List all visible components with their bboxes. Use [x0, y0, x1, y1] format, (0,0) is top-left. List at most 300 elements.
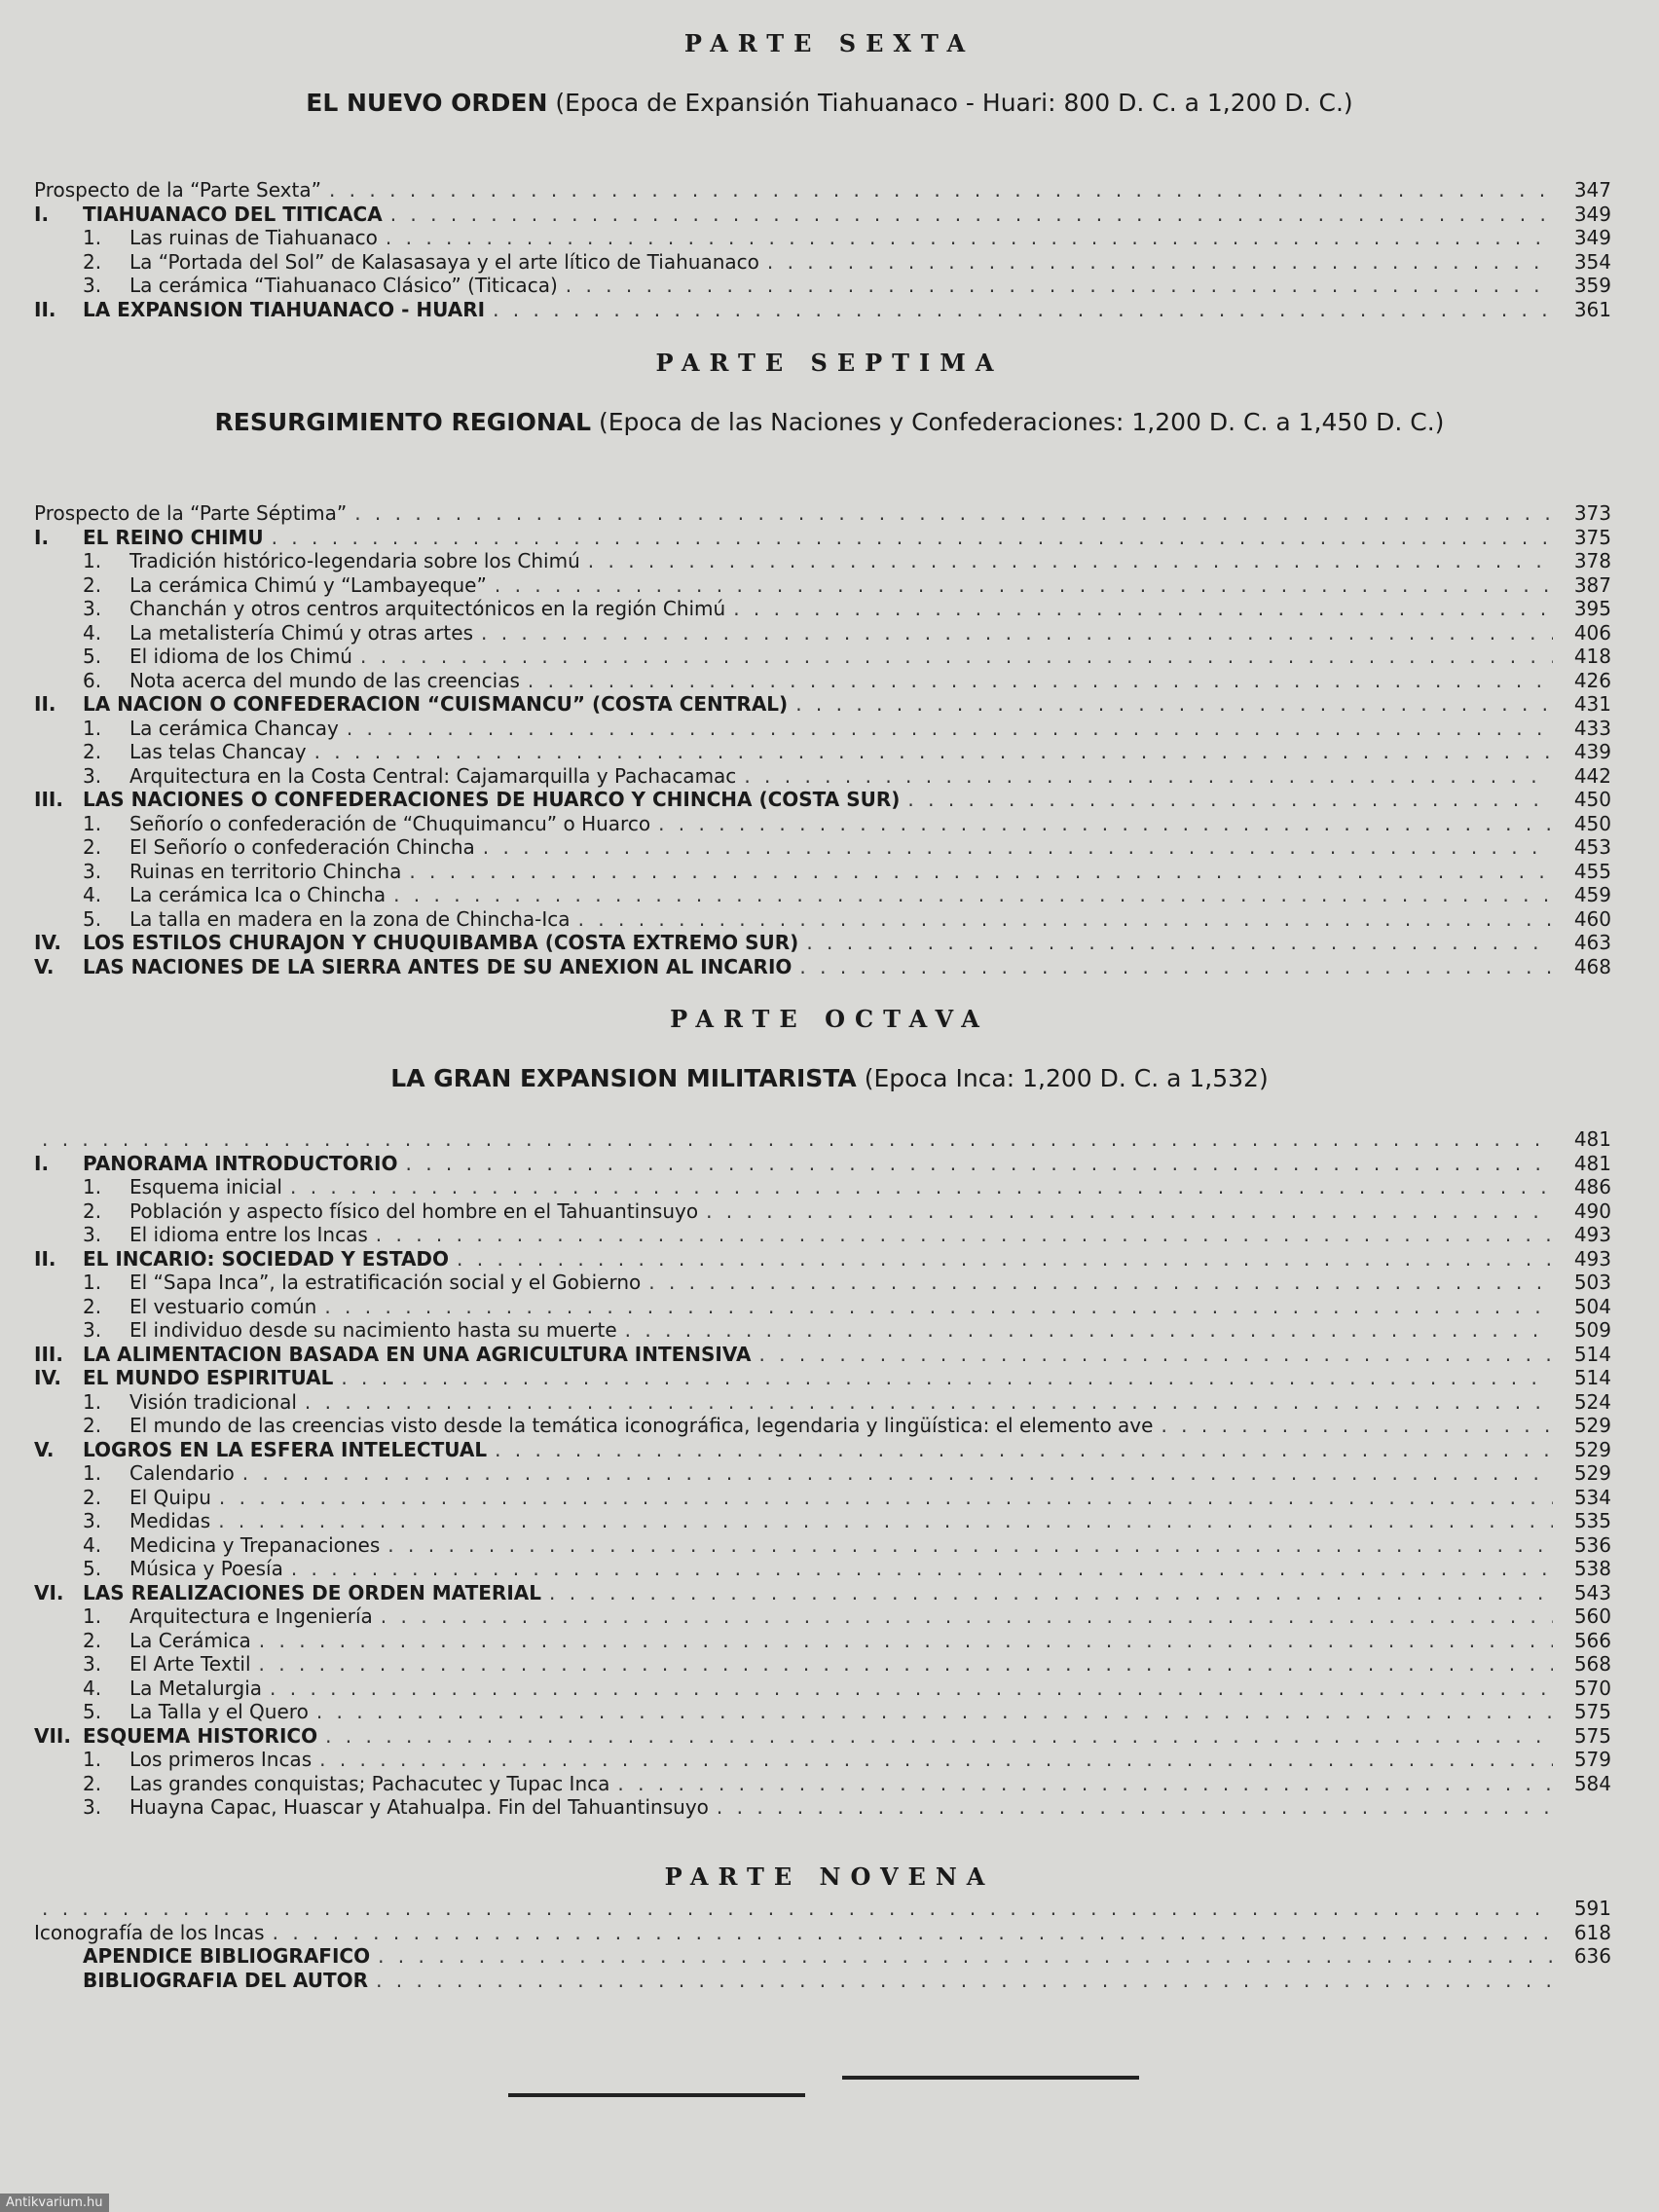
toc-entry-title: EL MUNDO ESPIRITUAL [83, 1366, 334, 1389]
toc-entry-number: II. [34, 692, 56, 716]
toc-entry-number: 5. [83, 1557, 102, 1580]
toc-entry [34, 931, 1611, 955]
toc-entry-number: 1. [83, 549, 102, 572]
toc-entry-number: 2. [83, 1414, 102, 1437]
leader-dots [354, 501, 1553, 526]
toc-entry-number: 4. [83, 620, 102, 645]
toc-entry-number: 5. [83, 645, 102, 668]
toc-entry [34, 250, 1611, 275]
toc-entry [34, 717, 1611, 741]
toc-entry-page: 431 [1573, 692, 1611, 716]
toc-entry [34, 1175, 1611, 1199]
leader-dots [588, 549, 1553, 573]
toc-entry-title: Medidas [129, 1509, 211, 1532]
toc-entry-title: Visión tradicional [129, 1389, 297, 1414]
leader-dots [733, 597, 1553, 621]
toc-entry-number: III. [34, 788, 63, 811]
leader-dots [617, 1772, 1553, 1796]
toc-entry [34, 1581, 1611, 1605]
toc-entry-title: La cerámica Ica o Chincha [129, 883, 387, 906]
toc-entry-number: IV. [34, 1366, 61, 1389]
toc-entry-title: La cerámica “Tiahuanaco Clásico” (Titicaca) [129, 274, 558, 297]
toc-entry-number: 2. [83, 249, 102, 274]
part-octava-heading [0, 1005, 1659, 1092]
leader-dots [566, 274, 1553, 298]
toc-entry-page: 349 [1573, 202, 1611, 226]
toc-entry-number: 2. [83, 1485, 102, 1509]
toc-entry-title: Las ruinas de Tiahuanaco [129, 226, 378, 249]
toc-entry-page: 450 [1573, 811, 1611, 835]
toc-entry [34, 1700, 1611, 1724]
leader-dots [387, 1533, 1553, 1558]
leader-dots [376, 1223, 1553, 1247]
leader-dots [259, 1629, 1553, 1653]
leader-dots [270, 1677, 1553, 1701]
toc-entry-title: LA NACION O CONFEDERACION “CUISMANCU” (COSTA CENTRAL) [83, 692, 789, 716]
toc-entry-number: VI. [34, 1580, 64, 1604]
toc-entry [34, 1127, 1611, 1152]
leader-dots [272, 526, 1553, 550]
toc-entry-title: Música y Poesía [129, 1557, 283, 1580]
toc-entry-number: V. [34, 1437, 55, 1461]
leader-dots [329, 178, 1553, 203]
toc-entry [34, 1247, 1611, 1272]
leader-dots [314, 740, 1553, 764]
toc-entry-page: 468 [1573, 954, 1611, 978]
toc-entry-number: 5. [83, 1700, 102, 1723]
toc-entry [34, 1295, 1611, 1319]
toc-entry-title: Medicina y Trepanaciones [129, 1532, 381, 1557]
toc-entry-number: 1. [83, 1748, 102, 1771]
toc-entry-page: 486 [1573, 1175, 1611, 1198]
toc-entry-page: 442 [1573, 763, 1611, 788]
toc-entry-page: 359 [1573, 274, 1611, 297]
toc-entry-number: 4. [83, 1676, 102, 1700]
part-title: RESURGIMIENTO REGIONAL (Epoca de las Naciones y Confederaciones: 1,200 D. C. a 1,450 D. C.) [214, 408, 1445, 436]
toc-entry-page: 406 [1573, 620, 1611, 645]
toc-section-sexta [34, 178, 1611, 321]
toc-entry-title: El Señorío o confederación Chincha [129, 835, 475, 859]
toc-entry-number: III. [34, 1342, 63, 1366]
closing-rule-left [508, 2093, 805, 2097]
leader-dots [483, 835, 1553, 860]
toc-entry [34, 1969, 1611, 1993]
toc-entry-title: LAS NACIONES O CONFEDERACIONES DE HUARCO Y CHINCHA (COSTA SUR) [83, 788, 901, 811]
toc-entry-title: La Cerámica [129, 1628, 251, 1652]
toc-entry-number: 1. [83, 1389, 102, 1414]
toc-entry-number: 3. [83, 1318, 102, 1342]
toc-entry [34, 1629, 1611, 1653]
toc-entry-number: 1. [83, 1604, 102, 1628]
toc-entry-page: 534 [1573, 1485, 1611, 1509]
toc-entry-page: 579 [1573, 1748, 1611, 1771]
toc-entry-title: Calendario [129, 1461, 235, 1485]
leader-dots [806, 931, 1553, 955]
part-novena-heading [0, 1862, 1659, 1891]
leader-dots [658, 812, 1553, 836]
toc-entry-title: LAS NACIONES DE LA SIERRA ANTES DE SU ANEXION AL INCARIO [83, 954, 793, 978]
toc-entry [34, 692, 1611, 717]
leader-dots [744, 764, 1553, 789]
toc-entry-page: 395 [1573, 597, 1611, 620]
toc-entry-number: 1. [83, 1461, 102, 1485]
toc-entry-number: 3. [83, 1509, 102, 1532]
leader-dots [907, 788, 1553, 812]
toc-entry-page: 504 [1573, 1294, 1611, 1318]
toc-entry-page: 543 [1573, 1580, 1611, 1604]
leader-dots [360, 645, 1553, 669]
leader-dots [325, 1724, 1553, 1749]
toc-entry-title: ESQUEMA HISTORICO [83, 1723, 318, 1748]
toc-entry-number: 3. [83, 597, 102, 620]
toc-entry-number: 5. [83, 906, 102, 931]
leader-dots [706, 1199, 1553, 1224]
leader-dots [218, 1509, 1553, 1533]
toc-entry [34, 1390, 1611, 1415]
leader-dots [219, 1486, 1553, 1510]
leader-dots [242, 1461, 1553, 1486]
toc-entry-title: Arquitectura en la Costa Central: Cajamarquilla y Pachacamac [129, 763, 737, 788]
toc-entry-title: La metalistería Chimú y otras artes [129, 620, 473, 645]
toc-entry-page: 361 [1573, 297, 1611, 321]
toc-entry-title: APENDICE BIBLIOGRAFICO [83, 1944, 371, 1968]
leader-dots [319, 1748, 1553, 1772]
leader-dots [386, 226, 1553, 250]
toc-entry-title: La Metalurgia [129, 1676, 263, 1700]
leader-dots [409, 860, 1553, 884]
leader-dots [648, 1271, 1553, 1295]
part-label: PARTE NOVENA [664, 1862, 995, 1891]
toc-entry-page: 453 [1573, 835, 1611, 859]
leader-dots [341, 1366, 1553, 1390]
toc-entry [34, 669, 1611, 693]
toc-entry [34, 549, 1611, 573]
leader-dots [290, 1175, 1553, 1199]
leader-dots [625, 1318, 1553, 1343]
toc-entry-number: 4. [83, 1532, 102, 1557]
toc-entry-page: 570 [1573, 1676, 1611, 1700]
toc-entry-page: 426 [1573, 668, 1611, 692]
toc-entry [34, 1897, 1611, 1921]
toc-entry-title: Ruinas en territorio Chincha [129, 859, 402, 883]
toc-entry-number: 1. [83, 716, 102, 740]
toc-entry [34, 955, 1611, 979]
leader-dots [481, 621, 1553, 645]
leader-dots [42, 1127, 1553, 1152]
toc-entry [34, 1921, 1611, 1945]
toc-entry [34, 178, 1611, 203]
toc-entry-number: 3. [83, 1223, 102, 1246]
toc-entry [34, 1724, 1611, 1749]
toc-entry-title: Esquema inicial [129, 1175, 282, 1198]
leader-dots [495, 573, 1553, 598]
toc-entry [34, 788, 1611, 812]
toc-entry-page: 514 [1573, 1366, 1611, 1389]
toc-entry [34, 740, 1611, 764]
toc-entry-page: 566 [1573, 1628, 1611, 1652]
toc-entry-page: 509 [1573, 1318, 1611, 1342]
toc-entry-number: I. [34, 1151, 50, 1175]
toc-entry [34, 907, 1611, 932]
toc-entry-number: II. [34, 1246, 56, 1271]
leader-dots [347, 717, 1553, 741]
toc-entry-page: 450 [1573, 788, 1611, 811]
toc-entry-page: 618 [1573, 1920, 1611, 1944]
toc-entry-page: 568 [1573, 1652, 1611, 1676]
toc-entry-title: LOGROS EN LA ESFERA INTELECTUAL [83, 1437, 488, 1461]
toc-entry-title: El Quipu [129, 1485, 211, 1509]
toc-entry [34, 1461, 1611, 1486]
toc-entry [34, 645, 1611, 669]
toc-entry-title: LAS REALIZACIONES DE ORDEN MATERIAL [83, 1580, 541, 1604]
toc-entry-page: 560 [1573, 1604, 1611, 1628]
toc-entry-page: 354 [1573, 249, 1611, 274]
toc-entry-title: El individuo desde su nacimiento hasta su muerte [129, 1318, 617, 1342]
toc-entry-number: 2. [83, 1198, 102, 1223]
leader-dots [316, 1700, 1553, 1724]
toc-entry-page: 514 [1573, 1342, 1611, 1366]
toc-entry-title: Las telas Chancay [129, 740, 307, 763]
toc-entry-number: 1. [83, 226, 102, 249]
toc-entry [34, 1509, 1611, 1533]
leader-dots [42, 1897, 1553, 1921]
toc-entry-page: 418 [1573, 645, 1611, 668]
leader-dots [528, 669, 1553, 693]
watermark-label: Antikvarium.hu [0, 2194, 109, 2212]
part-septima-heading [0, 349, 1659, 436]
toc-entry-page: 387 [1573, 572, 1611, 597]
toc-entry-page: 524 [1573, 1389, 1611, 1414]
toc-section-octava [34, 1127, 1611, 1820]
toc-entry-number: 4. [83, 883, 102, 906]
toc-entry [34, 1533, 1611, 1558]
toc-entry-number: 3. [83, 763, 102, 788]
toc-entry-title: LA ALIMENTACION BASADA EN UNA AGRICULTURA INTENSIVA [83, 1342, 752, 1366]
toc-entry-page: 378 [1573, 549, 1611, 572]
toc-entry [34, 621, 1611, 645]
toc-entry [34, 501, 1611, 526]
closing-rule-right [842, 2076, 1139, 2080]
leader-dots [549, 1581, 1553, 1605]
toc-entry-page: 503 [1573, 1271, 1611, 1294]
toc-entry-title: Las grandes conquistas; Pachacutec y Tupac Inca [129, 1771, 610, 1795]
toc-entry-title: Los primeros Incas [129, 1748, 313, 1771]
part-sexta-heading [0, 29, 1659, 117]
toc-entry [34, 1318, 1611, 1343]
toc-entry-number: 2. [83, 572, 102, 597]
toc-entry [34, 1652, 1611, 1677]
toc-entry-number: 6. [83, 668, 102, 692]
leader-dots [390, 203, 1553, 227]
toc-entry-page: 535 [1573, 1509, 1611, 1532]
toc-entry-title: Prospecto de la “Parte Sexta” [34, 178, 321, 202]
toc-entry-title: Señorío o confederación de “Chuquimancu” o Huarco [129, 811, 651, 835]
toc-entry-title: PANORAMA INTRODUCTORIO [83, 1151, 398, 1175]
toc-entry [34, 1557, 1611, 1581]
toc-entry-title: Huayna Capac, Huascar y Atahualpa. Fin del Tahuantinsuyo [129, 1795, 709, 1819]
toc-entry-title: El Arte Textil [129, 1652, 251, 1676]
toc-entry-page: 463 [1573, 931, 1611, 954]
toc-entry-number: 2. [83, 1771, 102, 1795]
toc-entry [34, 1772, 1611, 1796]
toc-entry-title: La talla en madera en la zona de Chincha-Ica [129, 906, 571, 931]
toc-entry-number: 2. [83, 1628, 102, 1652]
toc-entry-page: 459 [1573, 883, 1611, 906]
toc-entry-page: 433 [1573, 716, 1611, 740]
toc-entry [34, 1748, 1611, 1772]
toc-entry-number: 2. [83, 740, 102, 763]
toc-entry-page: 591 [1573, 1897, 1611, 1920]
toc-entry-number: 3. [83, 1652, 102, 1676]
toc-entry [34, 1366, 1611, 1390]
toc-entry [34, 1944, 1611, 1969]
toc-entry-page: 529 [1573, 1461, 1611, 1485]
toc-entry-number: 3. [83, 1795, 102, 1819]
toc-entry-title: EL INCARIO: SOCIEDAD Y ESTADO [83, 1246, 450, 1271]
toc-section-septima [34, 501, 1611, 978]
toc-entry-page: 460 [1573, 906, 1611, 931]
leader-dots [717, 1795, 1553, 1820]
part-label: PARTE SEXTA [683, 29, 976, 57]
toc-entry [34, 1223, 1611, 1247]
toc-entry [34, 298, 1611, 322]
toc-entry-number: 1. [83, 1175, 102, 1198]
toc-entry-page: 584 [1573, 1771, 1611, 1795]
toc-entry-page: 529 [1573, 1414, 1611, 1437]
leader-dots [324, 1295, 1553, 1319]
part-label: PARTE SEPTIMA [655, 349, 1004, 377]
leader-dots [259, 1652, 1553, 1677]
toc-entry [34, 1604, 1611, 1629]
leader-dots [393, 883, 1553, 907]
toc-entry-title: Iconografía de los Incas [34, 1920, 265, 1944]
toc-entry-title: TIAHUANACO DEL TITICACA [83, 202, 383, 226]
toc-entry [34, 860, 1611, 884]
toc-entry-page: 575 [1573, 1723, 1611, 1748]
leader-dots [273, 1921, 1553, 1945]
toc-entry-page: 493 [1573, 1246, 1611, 1271]
toc-entry-title: Tradición histórico-legendaria sobre los Chimú [129, 549, 580, 572]
toc-entry-title: La Talla y el Quero [129, 1700, 309, 1723]
part-title: EL NUEVO ORDEN (Epoca de Expansión Tiahuanaco - Huari: 800 D. C. a 1,200 D. C.) [306, 89, 1353, 117]
toc-entry [34, 1152, 1611, 1176]
toc-entry-title: Nota acerca del mundo de las creencias [129, 668, 520, 692]
toc-entry-title: El idioma entre los Incas [129, 1223, 368, 1246]
toc-entry-number: 3. [83, 274, 102, 297]
toc-entry [34, 573, 1611, 598]
toc-entry-number: VII. [34, 1723, 71, 1748]
toc-entry-page: 529 [1573, 1437, 1611, 1461]
toc-entry-page: 373 [1573, 501, 1611, 525]
toc-entry-title: El mundo de las creencias visto desde la temática iconográfica, legendaria y lingüística: el elemento ave [129, 1414, 1154, 1437]
leader-dots [795, 692, 1553, 717]
toc-entry [34, 1795, 1611, 1820]
toc-entry-number: IV. [34, 931, 61, 954]
toc-entry [34, 526, 1611, 550]
toc-entry [34, 1271, 1611, 1295]
toc-entry [34, 1677, 1611, 1701]
leader-dots [376, 1969, 1553, 1993]
toc-entry-page: 481 [1573, 1127, 1611, 1151]
leader-dots [305, 1390, 1553, 1415]
part-title: LA GRAN EXPANSION MILITARISTA (Epoca Inca: 1,200 D. C. a 1,532) [390, 1064, 1269, 1092]
toc-entry [34, 597, 1611, 621]
leader-dots [406, 1152, 1554, 1176]
leader-dots [495, 1438, 1553, 1462]
toc-entry [34, 203, 1611, 227]
leader-dots [767, 250, 1553, 275]
toc-entry [34, 1199, 1611, 1224]
toc-entry [34, 883, 1611, 907]
leader-dots [758, 1343, 1553, 1367]
toc-entry-page: 349 [1573, 226, 1611, 249]
toc-entry-number: II. [34, 297, 56, 321]
toc-entry-number: 2. [83, 835, 102, 859]
toc-entry [34, 226, 1611, 250]
toc-entry-title: La cerámica Chancay [129, 716, 339, 740]
toc-entry-page: 490 [1573, 1198, 1611, 1223]
part-label: PARTE OCTAVA [670, 1005, 989, 1033]
toc-entry-page: 538 [1573, 1557, 1611, 1580]
toc-entry-title: LOS ESTILOS CHURAJON Y CHUQUIBAMBA (COSTA EXTREMO SUR) [83, 931, 799, 954]
toc-entry-number: 1. [83, 1271, 102, 1294]
toc-entry-page: 493 [1573, 1223, 1611, 1246]
leader-dots [457, 1247, 1553, 1272]
toc-entry-title: BIBLIOGRAFIA DEL AUTOR [83, 1968, 369, 1992]
toc-entry-page: 481 [1573, 1151, 1611, 1175]
toc-entry-number: 2. [83, 1294, 102, 1318]
leader-dots [799, 955, 1553, 979]
leader-dots [493, 298, 1553, 322]
toc-entry-number: 1. [83, 811, 102, 835]
leader-dots [291, 1557, 1553, 1581]
toc-section-novena [34, 1897, 1611, 1992]
toc-entry-title: El vestuario común [129, 1294, 317, 1318]
toc-entry-number: 3. [83, 859, 102, 883]
toc-entry [34, 1486, 1611, 1510]
toc-entry-title: La cerámica Chimú y “Lambayeque” [129, 572, 487, 597]
toc-entry-number: V. [34, 954, 55, 978]
toc-entry-title: EL REINO CHIMU [83, 525, 264, 549]
toc-entry-title: El “Sapa Inca”, la estratificación social y el Gobierno [129, 1271, 642, 1294]
toc-entry-page: 439 [1573, 740, 1611, 763]
toc-entry-title: El idioma de los Chimú [129, 645, 352, 668]
leader-dots [1161, 1414, 1553, 1438]
toc-entry-page: 455 [1573, 859, 1611, 883]
toc-entry-page: 347 [1573, 178, 1611, 202]
toc-entry-title: Población y aspecto físico del hombre en el Tahuantinsuyo [129, 1198, 699, 1223]
leader-dots [381, 1604, 1553, 1629]
leader-dots [578, 907, 1553, 932]
toc-entry-title: LA EXPANSION TIAHUANACO - HUARI [83, 297, 486, 321]
toc-entry-page: 636 [1573, 1944, 1611, 1968]
toc-entry-title: La “Portada del Sol” de Kalasasaya y el arte lítico de Tiahuanaco [129, 249, 759, 274]
leader-dots [378, 1944, 1553, 1969]
toc-entry [34, 1343, 1611, 1367]
toc-entry-title: Arquitectura e Ingeniería [129, 1604, 373, 1628]
toc-entry [34, 1438, 1611, 1462]
toc-entry [34, 764, 1611, 789]
toc-entry [34, 812, 1611, 836]
toc-entry-number: I. [34, 525, 50, 549]
toc-entry-title: Chanchán y otros centros arquitectónicos en la región Chimú [129, 597, 726, 620]
toc-entry [34, 1414, 1611, 1438]
toc-entry [34, 835, 1611, 860]
toc-entry-page: 536 [1573, 1532, 1611, 1557]
toc-entry-number: I. [34, 202, 50, 226]
toc-entry-title: Prospecto de la “Parte Séptima” [34, 501, 348, 525]
toc-entry-page: 375 [1573, 525, 1611, 549]
